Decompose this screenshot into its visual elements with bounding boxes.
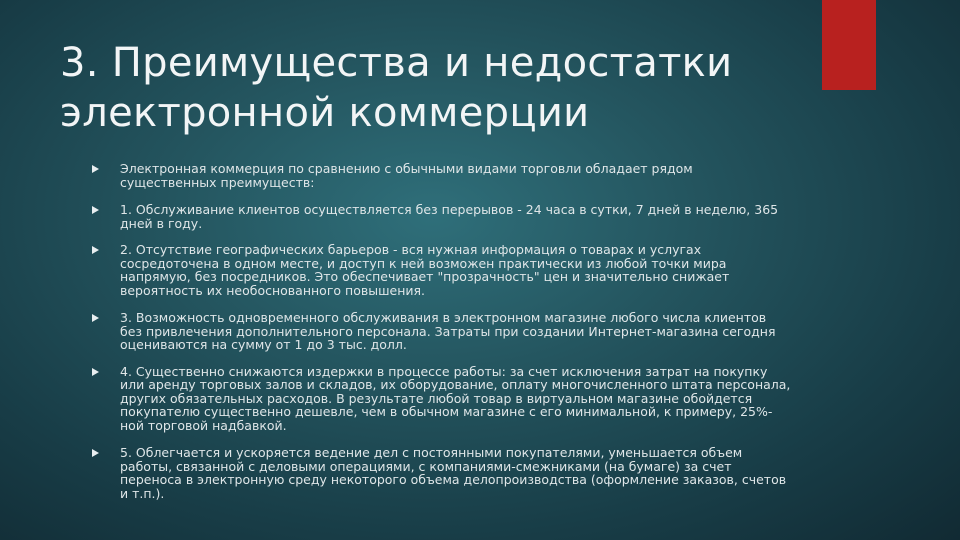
slide-title: 3. Преимущества и недостатки электронной коммерции: [60, 40, 733, 136]
arrow-bullet-icon: [92, 165, 99, 173]
arrow-bullet-icon: [92, 368, 99, 376]
bullet-text: 3. Возможность одновременного обслуживания в электронном магазине любого числа клиентов без привлечения дополнительного персонала. Затраты при создании Интернет-магазина сегодня оцениваются на сумму от 1 до 3 тыс. долл.: [120, 310, 776, 352]
list-item: [92, 203, 792, 230]
arrow-bullet-icon: [92, 314, 99, 322]
bullet-text: 5. Облегчается и ускоряется ведение дел с постоянными покупателями, уменьшается объем работы, связанной с деловыми операциями, с компаниями-смежниками (на бумаге) за счет переноса в электронную среду некоторого объема делопроизводства (оформление заказов, счетов и т.п.).: [120, 445, 787, 501]
arrow-bullet-icon: [92, 246, 99, 254]
bullet-text: Электронная коммерция по сравнению с обычными видами торговли обладает рядом существенных преимуществ:: [120, 161, 693, 190]
bullet-text: 1. Обслуживание клиентов осуществляется без перерывов - 24 часа в сутки, 7 дней в неделю, 365 дней в году.: [120, 202, 779, 231]
bullet-list: [92, 162, 792, 500]
list-item: [92, 162, 792, 189]
list-item: [92, 365, 792, 433]
list-item: [92, 446, 792, 500]
arrow-bullet-icon: [92, 206, 99, 214]
bullet-text: 4. Существенно снижаются издержки в процессе работы: за счет исключения затрат на покупку или аренду торговых залов и складов, их оборудование, оплату многочисленного штата персонала, других обязательных расходов. В результате любой товар в виртуальном магазине обойдется покупателю существенно дешевле, чем в обычном магазине с его минимальной, к примеру, 25%-ной торговой надбавкой.: [120, 363, 791, 433]
accent-bar: [822, 0, 876, 90]
bullet-text: 2. Отсутствие географических барьеров - вся нужная информация о товарах и услугах сосредоточена в одном месте, и доступ к ней возможен практически из любой точки мира напрямую, без посредников. Это обеспечивает "прозрачность" цен и значительно снижает вероятность их необоснованного повышения.: [120, 242, 730, 298]
arrow-bullet-icon: [92, 449, 99, 457]
list-item: [92, 311, 792, 352]
list-item: [92, 243, 792, 297]
